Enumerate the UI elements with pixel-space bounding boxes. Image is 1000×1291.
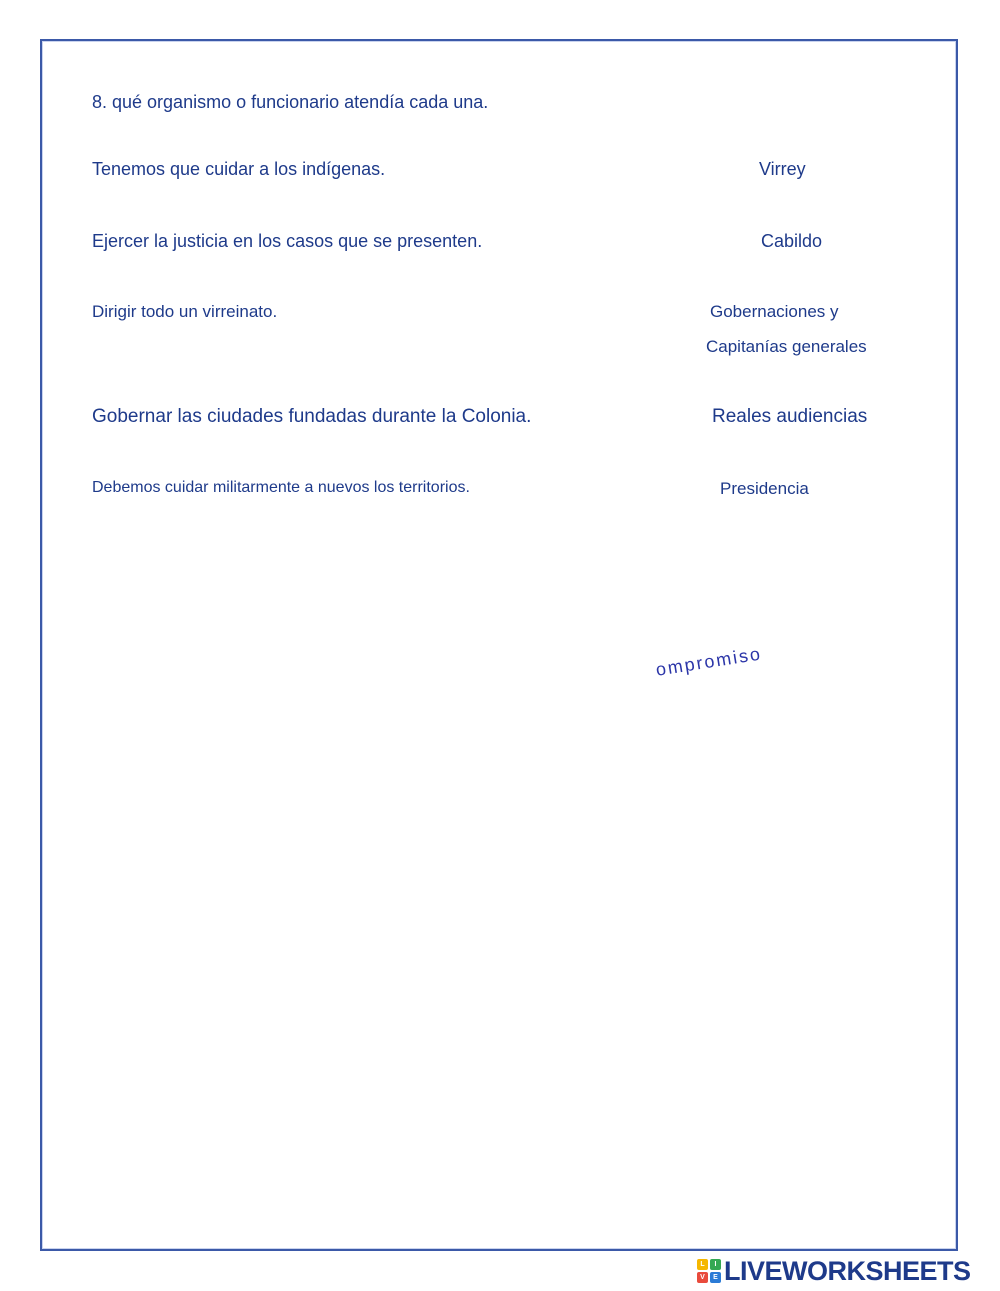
answer-option-reales-audiencias[interactable]: Reales audiencias	[712, 406, 868, 427]
logo-letter-v: V	[697, 1272, 708, 1283]
liveworksheets-logo	[697, 1255, 971, 1287]
answer-option-virrey[interactable]: Virrey	[759, 159, 806, 179]
statement-1: Tenemos que cuidar a los indígenas.	[92, 159, 386, 179]
question-title: 8. qué organismo o funcionario atendía cada una.	[92, 92, 489, 112]
statement-3: Dirigir todo un virreinato.	[92, 302, 278, 321]
logo-letter-l: L	[697, 1259, 708, 1270]
logo-icon	[697, 1259, 721, 1283]
logo-letter-e: E	[710, 1272, 721, 1283]
answer-option-capitanias[interactable]: Capitanías generales	[706, 337, 867, 356]
answer-option-gobernaciones[interactable]: Gobernaciones y	[710, 302, 839, 321]
worksheet-border	[40, 39, 958, 1251]
logo-text: LIVEWORKSHEETS	[724, 1255, 971, 1286]
stray-text: ompromiso	[654, 643, 764, 680]
statement-5: Debemos cuidar militarmente a nuevos los territorios.	[92, 479, 470, 496]
answer-option-presidencia[interactable]: Presidencia	[720, 479, 809, 498]
answer-option-cabildo[interactable]: Cabildo	[761, 231, 823, 251]
statement-2: Ejercer la justicia en los casos que se presenten.	[92, 231, 483, 251]
statement-4: Gobernar las ciudades fundadas durante la Colonia.	[92, 406, 532, 427]
logo-letter-i: I	[710, 1259, 721, 1270]
